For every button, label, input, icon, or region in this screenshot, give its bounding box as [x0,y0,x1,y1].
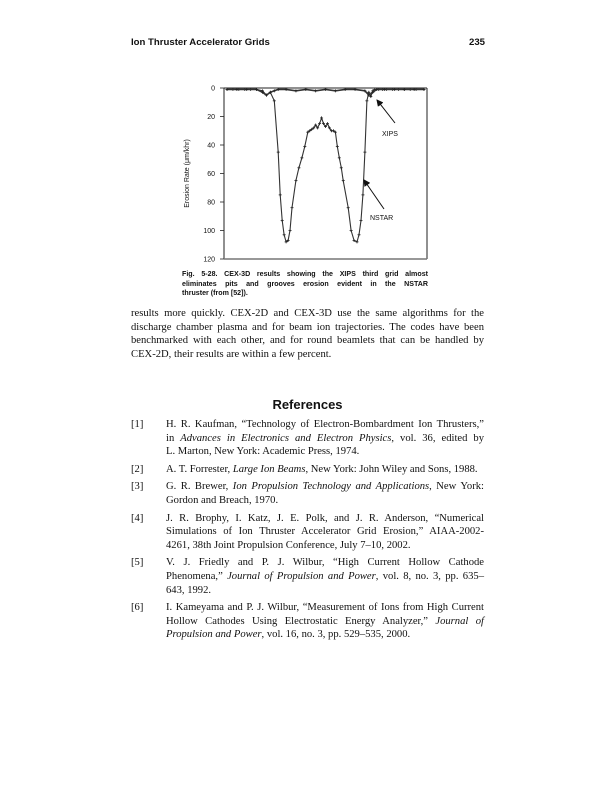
reference-text: , New York: [429,481,484,493]
reference-number: [1] [131,419,144,430]
data-point-nstar [300,156,303,159]
reference-text: , vol. 8, no. 3, pp. 635– [375,570,484,582]
reference-item [131,512,484,553]
data-point-nstar [277,151,280,154]
reference-text: , vol. 16, no. 3, pp. 529–535, 2000. [261,629,411,641]
nstar-annotation-label: NSTAR [370,215,394,222]
data-point-nstar [365,99,368,102]
reference-line [166,512,484,526]
reference-text: Hollow Cathodes Using Electrostatic Energy Analyzer,” [166,615,436,627]
y-axis-label: Erosion Rate (μm/khr) [184,139,191,208]
reference-number: [6] [131,602,144,614]
data-point-nstar [294,179,297,182]
data-point-nstar [303,145,306,148]
reference-line [166,556,484,570]
data-point-nstar [347,206,350,209]
reference-line [166,494,484,508]
y-tick-label: 60 [207,171,215,178]
xips-annotation-label: XIPS [382,131,398,138]
running-header [131,37,485,51]
data-point-nstar [340,166,343,169]
reference-italic-title: Journal of Propulsion and Power [227,570,376,582]
reference-line [166,628,484,642]
data-point-nstar [363,151,366,154]
reference-italic-title: Journal of [435,615,484,627]
data-point-nstar [320,116,323,119]
reference-text: in [166,432,181,444]
data-point-nstar [297,166,300,169]
reference-italic-title: Propulsion and Power [166,629,262,641]
body-paragraph [131,307,484,361]
reference-text: A. T. Forrester, [166,463,233,475]
reference-line [166,570,484,584]
reference-text: V. J. Friedly and P. J. Wilbur, “High Current Hollow Cathode [166,557,484,569]
reference-line [166,432,484,446]
data-point-xips [294,89,297,92]
data-point-nstar [336,145,339,148]
erosion-rate-chart [170,78,440,268]
data-point-nstar [361,193,364,196]
reference-text: L. Marton, New York: Academic Press, 1974. [166,446,360,458]
reference-item [131,480,484,507]
reference-number: [4] [131,512,144,524]
paragraph-line: discharge chamber plasma and for beam ion trajectories. The codes have been [131,321,484,333]
xips-arrow-icon [377,100,395,123]
reference-text: , vol. 36, edited by [391,432,484,444]
data-point-nstar [350,229,353,232]
reference-text: H. R. Kaufman, “Technology of Electron-Bombardment Ion Thrusters,” [166,419,484,430]
caption-line: thruster (from [52]). [182,289,248,298]
y-tick-label: 20 [207,114,215,121]
reference-line [166,615,484,629]
caption-line: eliminates pits and grooves erosion evident in the NSTAR [182,279,428,288]
data-point-nstar [289,229,292,232]
reference-item [131,601,484,642]
reference-text: , New York: John Wiley and Sons, 1988. [305,463,478,475]
reference-text: 643, 1992. [166,584,212,596]
reference-line [166,601,484,615]
reference-number: [3] [131,481,144,493]
reference-number: [5] [131,557,144,569]
reference-line [166,539,484,553]
y-tick-label: 120 [203,256,215,264]
reference-number: [2] [131,463,144,475]
reference-item [131,556,484,597]
reference-text: J. R. Brophy, I. Katz, J. E. Polk, and J. R. Anderson, “Numerical [166,512,484,524]
reference-line [166,584,484,598]
series-line-nstar [227,89,424,242]
data-point-nstar [359,219,362,222]
data-point-nstar [357,233,360,236]
reference-text: I. Kameyama and P. J. Wilbur, “Measurement of Ions from High Current [166,602,484,614]
y-tick-label: 80 [207,199,215,207]
reference-line [166,418,484,432]
reference-text: Gordon and Breach, 1970. [166,494,279,506]
reference-line [166,480,484,494]
reference-text: Simulations of Ion Thruster Accelerator Grid Erosion,” AIAA-2002- [166,526,484,538]
references-list [131,418,484,646]
paragraph-line: results more quickly. CEX-2D and CEX-3D use the same algorithms for the [131,308,484,319]
reference-text: Phenomena,” [166,570,228,582]
data-point-nstar [338,156,341,159]
caption-line: Fig. 5-28. CEX-3D results showing the XIPS third grid almost [182,270,428,278]
data-point-xips [314,89,317,92]
data-point-xips [334,89,337,92]
reference-text: 4261, 38th Joint Propulsion Conference, July 7–10, 2002. [166,539,411,551]
y-tick-label: 40 [207,142,215,150]
reference-text: G. R. Brewer, [166,481,233,493]
reference-line [166,445,484,459]
figure-caption [182,270,428,299]
data-point-nstar [291,206,294,209]
y-tick-label: 0 [211,85,215,93]
data-point-nstar [279,193,282,196]
reference-item [131,463,484,477]
data-point-nstar [281,219,284,222]
reference-item [131,418,484,459]
paragraph-line: benchmarked with each other, and for round beamlets that can be handled by [131,335,484,347]
data-point-nstar [283,233,286,236]
data-point-nstar [342,179,345,182]
running-title: Ion Thruster Accelerator Grids [131,37,270,48]
reference-italic-title: Large Ion Beams [232,463,306,475]
reference-italic-title: Advances in Electronics and Electron Physics [180,432,392,444]
reference-line [166,463,484,477]
nstar-arrow-icon [364,180,384,209]
reference-italic-title: Ion Propulsion Technology and Applications [232,481,430,493]
reference-line [166,525,484,539]
y-tick-label: 100 [203,228,215,235]
paragraph-line: CEX-2D, their results are within a few percent. [131,348,332,360]
references-heading: References [272,397,343,412]
page-number: 235 [468,37,485,48]
